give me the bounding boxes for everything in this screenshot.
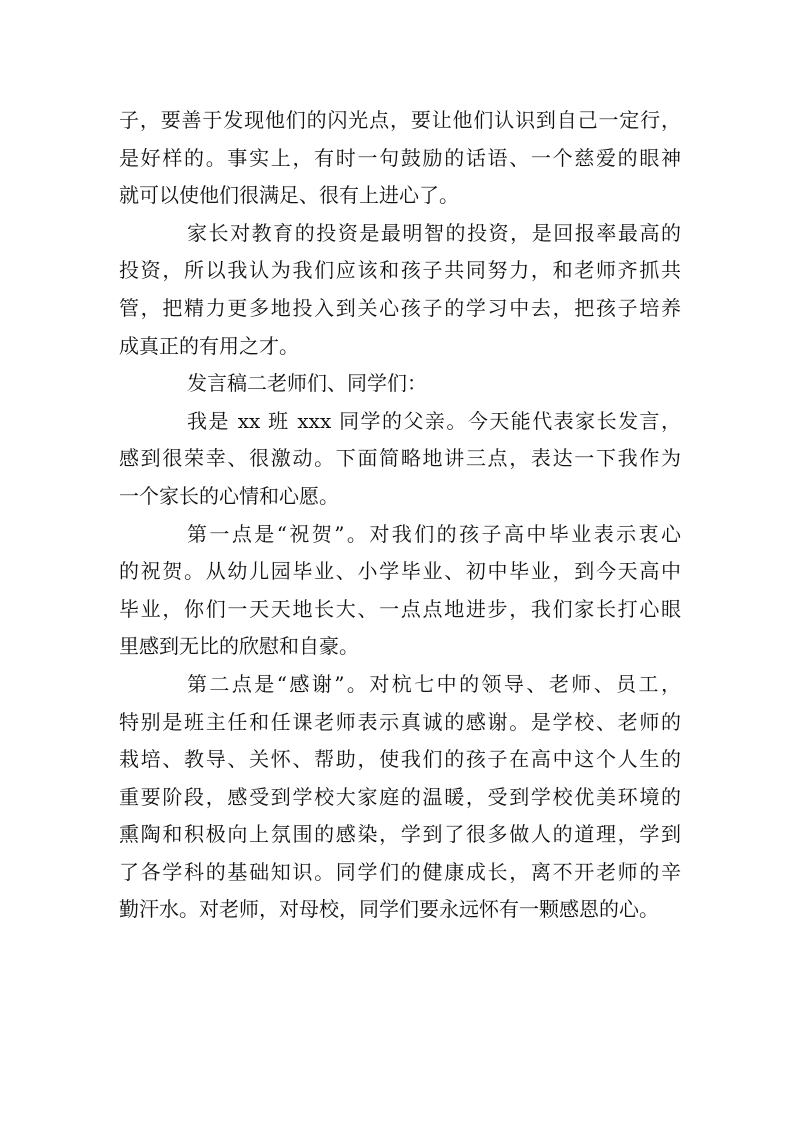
paragraph-gratitude (119, 666, 681, 929)
text-line: 的祝贺。从幼儿园毕业、小学毕业、初中毕业，到今天高中 (119, 559, 681, 584)
paragraph-investment (119, 215, 681, 365)
text-line: 里感到无比的欣慰和自豪。 (119, 634, 359, 659)
text-line: 一个家长的心情和心愿。 (119, 483, 339, 508)
text-line: 毕业，你们一天天地长大、一点点地进步，我们家长打心眼 (119, 596, 681, 621)
text-line: 投资，所以我认为我们应该和孩子共同努力，和老师齐抓共 (119, 258, 681, 283)
text-line: 重要阶段，感受到学校大家庭的温暖，受到学校优美环境的 (119, 784, 681, 809)
text-line: 就可以使他们很满足、很有上进心了。 (119, 183, 459, 208)
text-line: 家长对教育的投资是最明智的投资，是回报率最高的 (187, 220, 681, 245)
text-line: 栽培、教导、关怀、帮助，使我们的孩子在高中这个人生的 (119, 747, 681, 772)
text-line: 我是 xx 班 xxx 同学的父亲。今天能代表家长发言， (187, 408, 681, 433)
text-line: 是好样的。事实上，有时一句鼓励的话语、一个慈爱的眼神 (119, 145, 681, 170)
document-body (119, 102, 681, 929)
text-line: 第一点是“祝贺”。对我们的孩子高中毕业表示衷心 (187, 521, 681, 546)
text-line: 了各学科的基础知识。同学们的健康成长，离不开老师的辛 (119, 859, 681, 884)
text-line: 特别是班主任和任课老师表示真诚的感谢。是学校、老师的 (119, 709, 681, 734)
paragraph-introduction (119, 403, 681, 516)
text-line: 发言稿二老师们、同学们： (187, 371, 427, 396)
text-line: 成真正的有用之才。 (119, 333, 299, 358)
text-line: 熏陶和积极向上氛围的感染，学到了很多做人的道理，学到 (119, 822, 681, 847)
text-line: 勤汗水。对老师，对母校，同学们要永远怀有一颗感恩的心。 (119, 897, 659, 922)
paragraph-speech-two-heading (119, 365, 681, 403)
text-line: 子，要善于发现他们的闪光点，要让他们认识到自己一定行， (119, 108, 681, 132)
paragraph-congratulations (119, 516, 681, 666)
paragraph-continuation (119, 102, 681, 215)
text-line: 管，把精力更多地投入到关心孩子的学习中去，把孩子培养 (119, 295, 681, 320)
text-line: 第二点是“感谢”。对杭七中的领导、老师、员工， (187, 671, 681, 696)
text-line: 感到很荣幸、很激动。下面简略地讲三点，表达一下我作为 (119, 446, 681, 471)
